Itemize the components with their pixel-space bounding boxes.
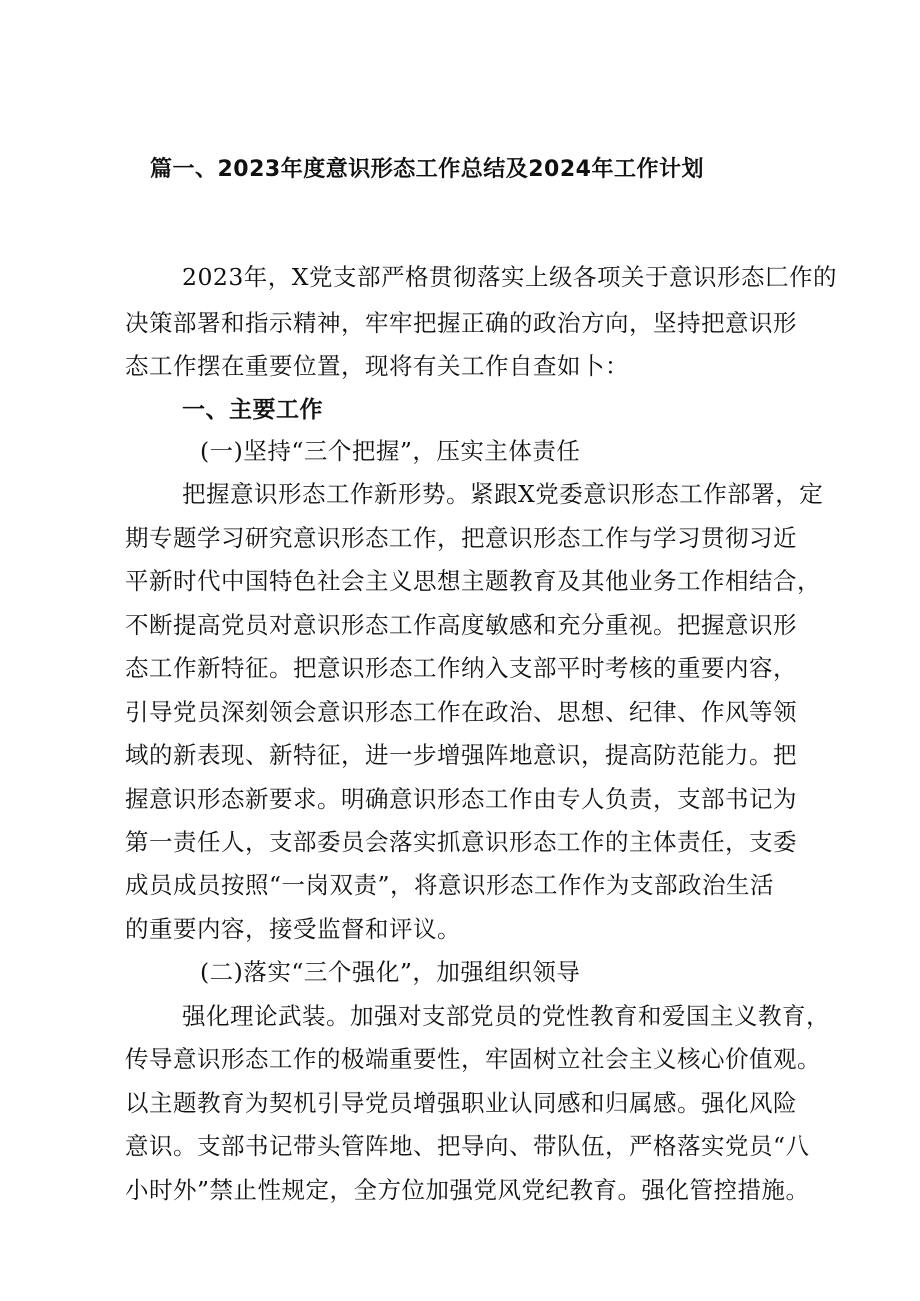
body-line: 小时外”禁止性规定，全方位加强党风党纪教育。强化管控措施。 — [125, 1176, 810, 1204]
body-line: 把握意识形态工作新形势。紧跟X党委意识形态工作部署，定 — [182, 480, 824, 508]
body-line: 域的新表现、新特征，进一步增强阵地意识，提高防范能力。把 — [125, 741, 797, 769]
section-heading: 一、主要工作 — [182, 397, 323, 423]
body-line: 期专题学习研究意识形态工作，把意识形态工作与学习贯彻习近 — [125, 524, 797, 552]
subsection-heading: (二)落实“三个强化”，加强组织领导 — [200, 958, 581, 986]
body-line: 握意识形态新要求。明确意识形态工作由专人负责，支部书记为 — [125, 785, 797, 813]
body-line: 意识。支部书记带头管阵地、把导向、带队伍，严格落实党员“八 — [125, 1132, 810, 1160]
body-line: 传导意识形态工作的极端重要性，牢固树立社会主义核心价值观。 — [125, 1045, 821, 1073]
body-line: 成员成员按照“一岗双责”，将意识形态工作作为支部政治生活 — [125, 871, 775, 899]
body-line: 引导党员深刻领会意识形态工作在政治、思想、纪律、作风等领 — [125, 698, 797, 726]
intro-line: 2023年，X党支部严格贯彻落实上级各项关于意识形态匚作的 — [182, 263, 838, 291]
intro-line: 决策部署和指示精神，牢牢把握正确的政治方向，坚持把意识形 — [125, 309, 797, 337]
body-line: 平新时代中国特色社会主义思想主题教育及其他业务工作相结合， — [125, 567, 821, 595]
body-line: 以主题教育为契机引导党员增强职业认同感和归属感。强化风险 — [125, 1089, 797, 1117]
subsection-heading: (一)坚持“三个把握”，压实主体责任 — [200, 437, 581, 465]
body-line: 第一责任人，支部委员会落实抓意识形态工作的主体责任，支委 — [125, 828, 797, 856]
body-line: 不断提高党员对意识形态工作高度敏感和充分重视。把握意识形 — [125, 611, 797, 639]
document-title: 篇一、2023年度意识形态工作总结及2024年工作计划 — [150, 157, 704, 182]
intro-line: 态工作摆在重要位置，现将有关工作自查如卜： — [125, 352, 629, 380]
body-line: 强化理论武装。加强对支部党员的党性教育和爱国主义教育， — [182, 1002, 830, 1030]
body-line: 的重要内容，接受监督和评议。 — [125, 915, 461, 943]
body-line: 态工作新特征。把意识形态工作纳入支部平时考核的重要内容， — [125, 654, 797, 682]
